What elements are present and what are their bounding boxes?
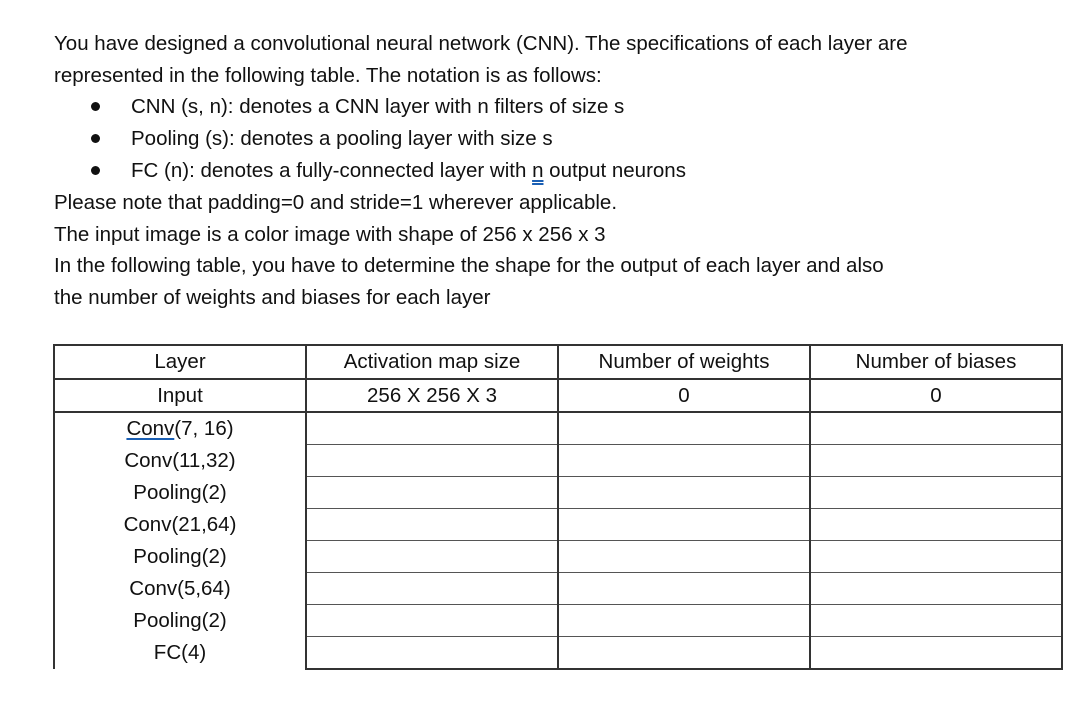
notation-fc-post: output neurons [543,159,686,182]
padding-note: Please note that padding=0 and stride=1 wherever applicable. [54,191,618,214]
header-activation: Activation map size [306,345,558,379]
biases-cell[interactable] [810,637,1062,670]
layer-cell: Pooling(2) [54,541,306,573]
notation-fc-n: n [532,159,544,182]
input-note: The input image is a color image with shape of 256 x 256 x 3 [54,222,606,246]
bullet-icon [91,134,100,143]
biases-cell[interactable] [810,445,1062,477]
biases-cell[interactable] [810,605,1062,637]
biases-cell[interactable] [810,509,1062,541]
table-row [54,541,1062,573]
table-row [54,509,1062,541]
activation-cell: 256 X 256 X 3 [306,379,558,412]
table-row [54,573,1062,605]
table-row [54,445,1062,477]
weights-cell[interactable] [558,573,810,605]
table-row [54,477,1062,509]
activation-cell[interactable] [306,637,558,670]
notation-list [54,91,1054,187]
layer-cell: Pooling(2) [54,477,306,509]
intro-line-1: You have designed a convolutional neural network (CNN). The specifications of each layer are [54,32,908,55]
notation-fc-pre: FC (n): denotes a fully-connected layer with [131,159,533,182]
header-layer: Layer [54,345,306,379]
table-row [54,412,1062,445]
table-row [54,605,1062,637]
weights-cell[interactable] [558,509,810,541]
weights-cell[interactable] [558,412,810,445]
layer-cell: Conv(21,64) [54,509,306,541]
activation-cell[interactable] [306,445,558,477]
weights-cell[interactable] [558,637,810,670]
list-item [54,155,1054,187]
biases-cell: 0 [810,379,1062,412]
layer-cell [54,412,306,445]
biases-cell[interactable] [810,477,1062,509]
notation-cnn: CNN (s, n): denotes a CNN layer with n filters of size s [131,95,625,118]
weights-cell[interactable] [558,477,810,509]
task-line-2: the number of weights and biases for each layer [54,285,491,309]
table-header-row [54,345,1062,379]
biases-cell[interactable] [810,573,1062,605]
notation-pooling: Pooling (s): denotes a pooling layer with size s [131,127,553,150]
biases-cell[interactable] [810,412,1062,445]
weights-cell[interactable] [558,605,810,637]
layer-spec-table [53,344,1063,670]
layer-name-rest: (7, 16) [174,416,234,440]
table-row [54,379,1062,412]
bullet-icon [91,102,100,111]
bullet-icon [91,166,100,175]
layer-cell: Pooling(2) [54,605,306,637]
activation-cell[interactable] [306,509,558,541]
list-item [54,123,1054,155]
activation-cell[interactable] [306,477,558,509]
layer-cell: Conv(11,32) [54,445,306,477]
document-body [54,28,1054,313]
intro-line-2: represented in the following table. The notation is as follows: [54,63,602,87]
activation-cell[interactable] [306,605,558,637]
header-biases: Number of biases [810,345,1062,379]
weights-cell[interactable] [558,445,810,477]
list-item [54,91,1054,123]
activation-cell[interactable] [306,412,558,445]
table-row [54,637,1062,670]
task-line-1: In the following table, you have to determine the shape for the output of each layer and also [54,254,884,277]
layer-cell: FC(4) [54,637,306,670]
weights-cell[interactable] [558,541,810,573]
layer-cell: Input [54,379,306,412]
header-weights: Number of weights [558,345,810,379]
biases-cell[interactable] [810,541,1062,573]
layer-cell: Conv(5,64) [54,573,306,605]
weights-cell: 0 [558,379,810,412]
layer-name-underlined: Conv [126,416,175,440]
activation-cell[interactable] [306,541,558,573]
activation-cell[interactable] [306,573,558,605]
